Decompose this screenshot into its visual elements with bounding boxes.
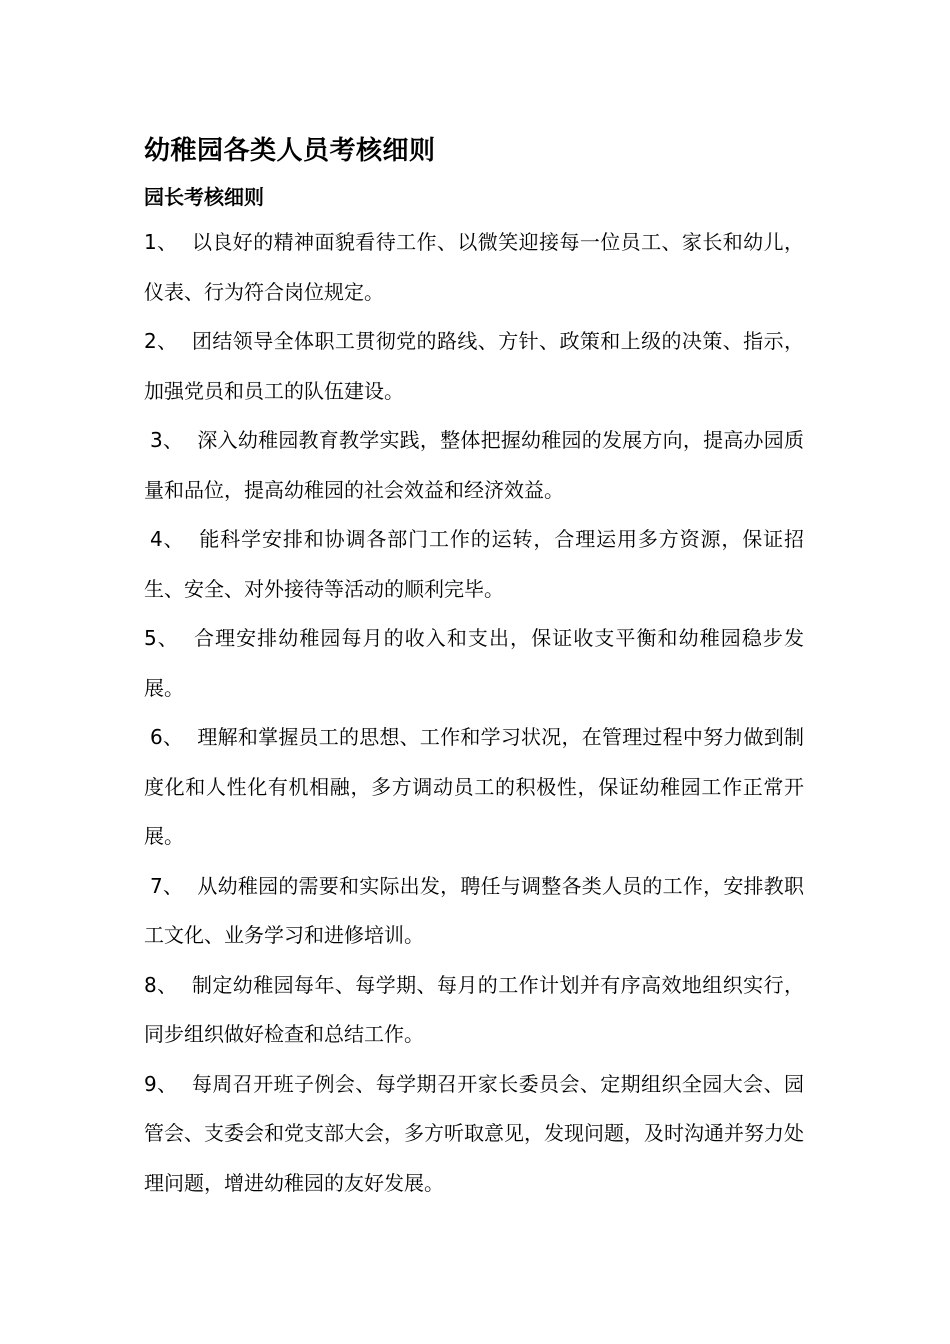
item-number: 1、: [144, 230, 178, 254]
item-text: 每周召开班子例会、每学期召开家长委员会、定期组织全园大会、园管会、支委会和党支部大会，多方听取意见，发现问题，及时沟通并努力处理问题，增进幼稚园的友好发展。: [144, 1071, 804, 1195]
item-text: 团结领导全体职工贯彻党的路线、方针、政策和上级的决策、指示，加强党员和员工的队伍建设。: [144, 329, 804, 403]
rule-item-6: [144, 713, 804, 862]
item-text: 理解和掌握员工的思想、工作和学习状况，在管理过程中努力做到制度化和人性化有机相融，多方调动员工的积极性，保证幼稚园工作正常开展。: [144, 725, 804, 848]
rule-item-8: [144, 961, 804, 1060]
item-number: 9、: [144, 1071, 178, 1096]
section-title: 园长考核细则: [144, 185, 264, 209]
item-number: 2、: [144, 329, 178, 353]
rule-item-7: [144, 862, 804, 961]
item-number: 7、: [150, 873, 184, 898]
document-title: 幼稚园各类人员考核细则: [144, 136, 436, 166]
item-number: 6、: [150, 725, 184, 749]
item-text: 从幼稚园的需要和实际出发，聘任与调整各类人员的工作，安排教职工文化、业务学习和进修培训。: [144, 873, 804, 947]
item-text: 深入幼稚园教育教学实践，整体把握幼稚园的发展方向，提高办园质量和品位，提高幼稚园的社会效益和经济效益。: [144, 428, 804, 502]
item-text: 制定幼稚园每年、每学期、每月的工作计划并有序高效地组织实行，同步组织做好检查和总结工作。: [144, 972, 804, 1046]
item-number: 4、: [150, 527, 185, 551]
rule-item-4: [144, 515, 804, 614]
document-content: [144, 132, 804, 1208]
rule-item-3: [144, 416, 804, 515]
item-number: 5、: [144, 626, 179, 650]
item-text: 能科学安排和协调各部门工作的运转，合理运用多方资源，保证招生、安全、对外接待等活动的顺利完毕。: [144, 527, 804, 601]
rule-item-5: [144, 614, 804, 713]
rule-item-1: [144, 218, 804, 317]
rule-item-2: [144, 317, 804, 416]
rule-item-9: [144, 1060, 804, 1209]
item-number: 3、: [150, 428, 184, 452]
item-text: 合理安排幼稚园每月的收入和支出，保证收支平衡和幼稚园稳步发展。: [144, 626, 804, 700]
item-text: 以良好的精神面貌看待工作、以微笑迎接每一位员工、家长和幼儿，仪表、行为符合岗位规定。: [144, 230, 804, 304]
item-number: 8、: [144, 972, 178, 997]
